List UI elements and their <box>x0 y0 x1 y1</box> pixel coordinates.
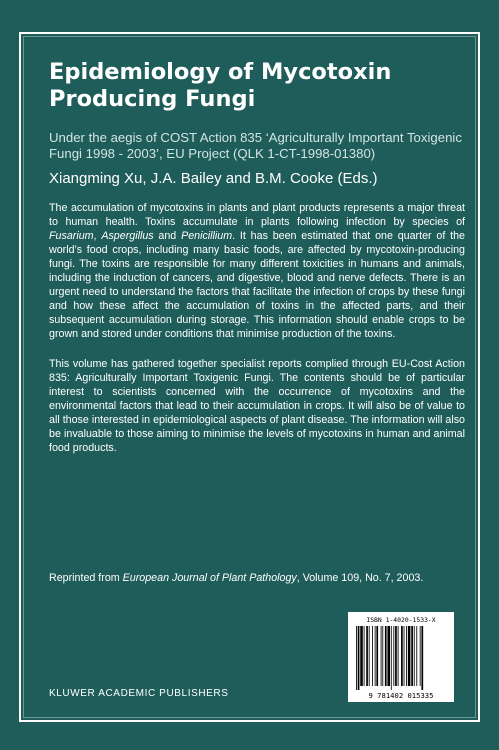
book-subtitle: Under the aegis of COST Action 835 ‘Agriculturally Important Toxigenic Fungi 1998 - 2003’, EU Project (QLK 1-CT-1998-01380) <box>49 130 462 161</box>
barcode-bar <box>398 626 399 686</box>
para1-text-c: and <box>153 230 182 242</box>
barcode-bar <box>414 626 415 686</box>
genus-aspergillus: Aspergillus <box>101 230 154 242</box>
para1-text-a: The accumulation of mycotoxins in plants and plant products represents a major threat to human health. Toxins accumulate in plants following infection by species of <box>49 202 465 228</box>
description-paragraph-1 <box>49 201 465 341</box>
reprint-note <box>49 571 465 585</box>
journal-name: European Journal of Plant Pathology <box>122 572 297 584</box>
barcode-bar <box>401 626 403 686</box>
barcode-bars <box>356 626 446 690</box>
barcode-bar <box>411 626 413 686</box>
barcode-bar <box>406 626 407 686</box>
book-title: Epidemiology of Mycotoxin Producing Fungi <box>49 59 392 112</box>
barcode-bar <box>366 626 368 686</box>
para1-text-d: . It has been estimated that one quarter of the world’s food crops, including many basic foods, are affected by mycotoxin-producing fungi. The toxins are responsible for many different toxicities in humans and animals, including the induction of cancers, and digestive, blood and nerve defects. There is an urgent need to understand the factors that facilitate the infection of crops by these fungi and how these affect the accumulation of toxins in the affected parts, and their subsequent accumulation during storage. This information should enable crops to be grown and stored under conditions that minimise production of the toxins. <box>49 230 465 340</box>
reprint-suffix: , Volume 109, No. 7, 2003. <box>296 572 424 584</box>
barcode-bar <box>420 626 421 686</box>
reprint-prefix: Reprinted from <box>49 572 123 584</box>
barcode-bar <box>416 626 417 686</box>
barcode-bar <box>395 626 397 686</box>
barcode-bar <box>421 626 423 690</box>
barcode-bar <box>372 626 373 686</box>
ean-number: 9 781402 015335 <box>368 691 434 700</box>
barcode-bar <box>376 626 378 686</box>
description-paragraph-2: This volume has gathered together specialist reports complied through EU-Cost Action 835: Agriculturally Important Toxigenic Fungi. The contents should be of particular interest to scientists concerned with the occurrence of mycotoxins and the environmental factors that lead to their accumulation in crops. It will also be of value to all those interested in epidemiological aspects of plant disease. The information will also be invaluable to those aiming to minimise the levels of mycotoxins in human and animal food products. <box>49 358 465 454</box>
barcode-bar <box>385 626 387 686</box>
barcode-bar <box>358 626 360 690</box>
barcode-bar <box>369 626 370 686</box>
barcode-bar <box>364 626 365 686</box>
isbn-barcode <box>348 612 454 702</box>
genus-fusarium: Fusarium <box>49 230 94 242</box>
para1-text-b: , <box>93 230 102 242</box>
barcode-bar <box>404 626 405 686</box>
barcode-bar <box>360 626 363 686</box>
book-editors: Xiangming Xu, J.A. Bailey and B.M. Cooke (Eds.) <box>49 170 378 187</box>
barcode-bar <box>393 626 394 686</box>
barcode-bar <box>391 626 392 690</box>
barcode-bar <box>381 626 382 686</box>
barcode-bar <box>382 626 383 686</box>
barcode-bar <box>387 626 390 686</box>
barcode-bar <box>408 626 411 686</box>
barcode-bar <box>375 626 376 686</box>
barcode-bar <box>356 626 357 690</box>
isbn-label: ISBN 1-4020-1533-X <box>366 616 436 624</box>
publisher-name: KLUWER ACADEMIC PUBLISHERS <box>49 688 229 699</box>
genus-penicillium: Penicillium <box>181 230 233 242</box>
